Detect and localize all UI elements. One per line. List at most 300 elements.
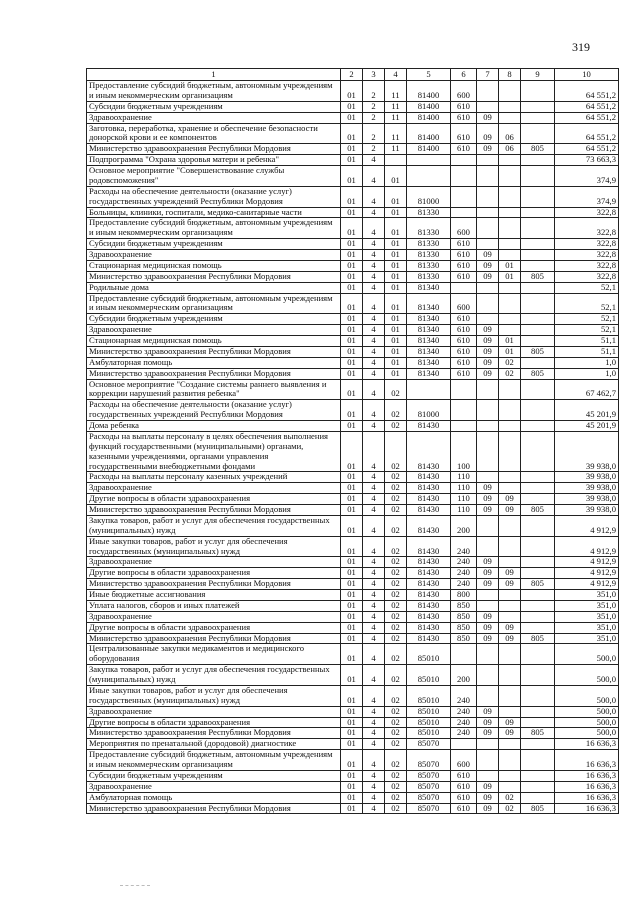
code-a-cell: 01 [341,271,363,282]
amount-cell: 1,0 [555,368,619,379]
ministry-code-cell [521,379,555,400]
code-b-cell: 4 [363,568,385,579]
code-a-cell: 01 [341,400,363,421]
code-a-cell: 01 [341,260,363,271]
ministry-code-cell [521,336,555,347]
column-header: 7 [477,69,499,81]
subsection-cell: 09 [499,568,521,579]
expense-type-cell: 240 [451,685,477,706]
section-cell [477,293,499,314]
amount-cell: 16 636,3 [555,770,619,781]
code-c-cell: 01 [385,166,407,187]
code-a-cell: 01 [341,81,363,102]
code-a-cell: 01 [341,633,363,644]
table-row [87,421,619,432]
ministry-code-cell [521,431,555,472]
section-cell [477,750,499,771]
subsection-cell [499,706,521,717]
expense-type-cell: 610 [451,781,477,792]
code-a-cell: 01 [341,218,363,239]
table-row [87,600,619,611]
ministry-code-cell [521,166,555,187]
code-c-cell: 01 [385,293,407,314]
expense-type-cell: 110 [451,505,477,516]
table-row [87,123,619,144]
table-row [87,590,619,601]
subsection-cell: 06 [499,144,521,155]
row-name-cell: Другие вопросы в области здравоохранения [87,568,341,579]
table-row [87,207,619,218]
row-name-cell: Основное мероприятие "Совершенствование службы родовспоможения" [87,166,341,187]
amount-cell: 322,8 [555,218,619,239]
expense-type-cell: 610 [451,123,477,144]
table-row [87,101,619,112]
ministry-code-cell [521,123,555,144]
code-c-cell: 02 [385,400,407,421]
code-c-cell [385,155,407,166]
target-article-cell: 81400 [407,81,451,102]
table-row [87,368,619,379]
amount-cell: 64 551,2 [555,144,619,155]
section-cell [477,472,499,483]
table-row [87,505,619,516]
row-name-cell: Больницы, клиники, госпитали, медико-санитарные части [87,207,341,218]
code-a-cell: 01 [341,717,363,728]
expense-type-cell: 600 [451,293,477,314]
code-b-cell: 4 [363,770,385,781]
expense-type-cell: 610 [451,101,477,112]
target-article-cell: 85070 [407,739,451,750]
row-name-cell: Уплата налогов, сборов и иных платежей [87,600,341,611]
amount-cell: 322,8 [555,207,619,218]
table-row [87,685,619,706]
subsection-cell: 09 [499,633,521,644]
row-name-cell: Расходы на обеспечение деятельности (оказание услуг) государственных учреждений Республики Мордовия [87,186,341,207]
code-c-cell: 02 [385,633,407,644]
table-row [87,665,619,686]
table-row [87,611,619,622]
table-row [87,706,619,717]
table-row [87,622,619,633]
code-b-cell: 4 [363,271,385,282]
code-a-cell: 01 [341,494,363,505]
subsection-cell [499,400,521,421]
ministry-code-cell [521,770,555,781]
subsection-cell: 09 [499,494,521,505]
ministry-code-cell [521,325,555,336]
expense-type-cell: 610 [451,346,477,357]
table-row [87,314,619,325]
subsection-cell [499,218,521,239]
code-c-cell: 11 [385,81,407,102]
table-row [87,325,619,336]
table-row [87,472,619,483]
ministry-code-cell: 805 [521,728,555,739]
target-article-cell: 85010 [407,644,451,665]
section-cell [477,155,499,166]
target-article-cell: 81340 [407,314,451,325]
row-name-cell: Субсидии бюджетным учреждениям [87,314,341,325]
code-c-cell: 02 [385,611,407,622]
target-article-cell: 81430 [407,579,451,590]
code-c-cell: 01 [385,314,407,325]
expense-type-cell: 240 [451,579,477,590]
section-cell: 09 [477,483,499,494]
target-article-cell: 85070 [407,781,451,792]
target-article-cell: 85010 [407,665,451,686]
amount-cell: 351,0 [555,590,619,601]
row-name-cell: Расходы на обеспечение деятельности (оказание услуг) государственных учреждений Республики Мордовия [87,400,341,421]
row-name-cell: Другие вопросы в области здравоохранения [87,622,341,633]
target-article-cell: 81000 [407,400,451,421]
expense-type-cell: 110 [451,472,477,483]
code-a-cell: 01 [341,155,363,166]
code-b-cell: 4 [363,665,385,686]
subsection-cell [499,483,521,494]
subsection-cell [499,282,521,293]
code-a-cell: 01 [341,112,363,123]
code-a-cell: 01 [341,336,363,347]
section-cell: 09 [477,325,499,336]
table-row [87,803,619,814]
code-b-cell: 4 [363,536,385,557]
section-cell: 09 [477,728,499,739]
section-cell: 09 [477,336,499,347]
row-name-cell: Стационарная медицинская помощь [87,260,341,271]
code-c-cell: 02 [385,803,407,814]
code-a-cell: 01 [341,739,363,750]
code-a-cell: 01 [341,314,363,325]
table-row [87,739,619,750]
target-article-cell: 81400 [407,101,451,112]
ministry-code-cell [521,622,555,633]
subsection-cell [499,750,521,771]
expense-type-cell: 610 [451,770,477,781]
amount-cell: 45 201,9 [555,421,619,432]
row-name-cell: Заготовка, переработка, хранение и обеспечение безопасности донорской крови и ее компонентов [87,123,341,144]
amount-cell: 374,9 [555,166,619,187]
amount-cell: 351,0 [555,611,619,622]
code-b-cell: 2 [363,112,385,123]
expense-type-cell: 610 [451,260,477,271]
target-article-cell: 81400 [407,123,451,144]
ministry-code-cell [521,260,555,271]
row-name-cell: Иные закупки товаров, работ и услуг для обеспечения государственных (муниципальных) нужд [87,685,341,706]
code-c-cell: 02 [385,717,407,728]
subsection-cell: 09 [499,717,521,728]
row-name-cell: Централизованные закупки медикаментов и медицинского оборудования [87,644,341,665]
code-a-cell: 01 [341,781,363,792]
expense-type-cell [451,207,477,218]
row-name-cell: Подпрограмма "Охрана здоровья матери и ребенка" [87,155,341,166]
section-cell: 09 [477,123,499,144]
section-cell [477,282,499,293]
expense-type-cell: 850 [451,633,477,644]
code-a-cell: 01 [341,536,363,557]
code-c-cell: 02 [385,579,407,590]
subsection-cell [499,379,521,400]
code-c-cell: 02 [385,379,407,400]
section-cell [477,770,499,781]
code-b-cell: 4 [363,282,385,293]
expense-type-cell: 610 [451,314,477,325]
section-cell [477,665,499,686]
subsection-cell [499,739,521,750]
code-b-cell: 4 [363,515,385,536]
row-name-cell: Министерство здравоохранения Республики Мордовия [87,633,341,644]
column-header: 4 [385,69,407,81]
table-row [87,271,619,282]
subsection-cell [499,112,521,123]
code-a-cell: 01 [341,379,363,400]
scan-artifact [120,885,150,887]
section-cell: 09 [477,792,499,803]
code-a-cell: 01 [341,557,363,568]
section-cell: 09 [477,633,499,644]
subsection-cell [499,101,521,112]
code-a-cell: 01 [341,505,363,516]
table-row [87,144,619,155]
section-cell: 09 [477,717,499,728]
expense-type-cell: 240 [451,728,477,739]
row-name-cell: Здравоохранение [87,611,341,622]
ministry-code-cell [521,717,555,728]
target-article-cell: 81400 [407,112,451,123]
amount-cell: 39 938,0 [555,494,619,505]
code-b-cell: 4 [363,600,385,611]
ministry-code-cell: 805 [521,579,555,590]
ministry-code-cell [521,293,555,314]
target-article-cell: 81430 [407,472,451,483]
code-a-cell: 01 [341,239,363,250]
code-c-cell: 02 [385,515,407,536]
expense-type-cell [451,282,477,293]
ministry-code-cell [521,781,555,792]
code-b-cell: 2 [363,101,385,112]
amount-cell: 52,1 [555,282,619,293]
ministry-code-cell [521,101,555,112]
code-c-cell: 01 [385,218,407,239]
code-b-cell: 4 [363,472,385,483]
code-a-cell: 01 [341,685,363,706]
subsection-cell [499,325,521,336]
subsection-cell [499,250,521,261]
ministry-code-cell [521,557,555,568]
ministry-code-cell [521,706,555,717]
code-b-cell: 4 [363,293,385,314]
code-b-cell: 4 [363,336,385,347]
section-cell: 09 [477,803,499,814]
section-cell [477,239,499,250]
amount-cell: 52,1 [555,293,619,314]
target-article-cell: 81330 [407,218,451,239]
code-b-cell: 4 [363,314,385,325]
ministry-code-cell [521,494,555,505]
subsection-cell [499,314,521,325]
ministry-code-cell [521,665,555,686]
column-header: 9 [521,69,555,81]
table-row [87,293,619,314]
section-cell [477,314,499,325]
code-b-cell: 4 [363,357,385,368]
code-b-cell: 4 [363,346,385,357]
code-c-cell: 01 [385,239,407,250]
section-cell [477,81,499,102]
table-row [87,728,619,739]
section-cell: 09 [477,622,499,633]
ministry-code-cell [521,239,555,250]
amount-cell: 4 912,9 [555,579,619,590]
subsection-cell: 06 [499,123,521,144]
code-b-cell: 4 [363,633,385,644]
section-cell [477,379,499,400]
target-article-cell: 85010 [407,717,451,728]
ministry-code-cell: 805 [521,505,555,516]
row-name-cell: Министерство здравоохранения Республики Мордовия [87,144,341,155]
expense-type-cell: 610 [451,239,477,250]
section-cell [477,515,499,536]
code-b-cell: 4 [363,207,385,218]
expense-type-cell [451,421,477,432]
amount-cell: 500,0 [555,644,619,665]
budget-table [86,68,619,814]
code-a-cell: 01 [341,750,363,771]
subsection-cell [499,536,521,557]
amount-cell: 4 912,9 [555,515,619,536]
code-b-cell: 4 [363,717,385,728]
ministry-code-cell: 805 [521,803,555,814]
ministry-code-cell [521,750,555,771]
code-b-cell: 2 [363,144,385,155]
ministry-code-cell [521,186,555,207]
code-c-cell: 02 [385,622,407,633]
code-b-cell: 4 [363,750,385,771]
subsection-cell [499,472,521,483]
subsection-cell [499,611,521,622]
expense-type-cell: 610 [451,792,477,803]
target-article-cell: 85010 [407,728,451,739]
subsection-cell: 01 [499,346,521,357]
row-name-cell: Министерство здравоохранения Республики Мордовия [87,368,341,379]
row-name-cell: Амбулаторная помощь [87,792,341,803]
subsection-cell: 09 [499,622,521,633]
target-article-cell: 81330 [407,271,451,282]
row-name-cell: Амбулаторная помощь [87,357,341,368]
ministry-code-cell [521,568,555,579]
code-b-cell: 4 [363,431,385,472]
table-row [87,568,619,579]
amount-cell: 52,1 [555,325,619,336]
code-c-cell: 11 [385,123,407,144]
code-b-cell: 4 [363,781,385,792]
amount-cell: 52,1 [555,314,619,325]
table-row [87,483,619,494]
amount-cell: 39 938,0 [555,505,619,516]
amount-cell: 374,9 [555,186,619,207]
expense-type-cell: 610 [451,368,477,379]
section-cell: 09 [477,579,499,590]
ministry-code-cell: 805 [521,144,555,155]
amount-cell: 1,0 [555,357,619,368]
row-name-cell: Субсидии бюджетным учреждениям [87,101,341,112]
ministry-code-cell [521,207,555,218]
amount-cell: 16 636,3 [555,792,619,803]
amount-cell: 500,0 [555,706,619,717]
subsection-cell [499,207,521,218]
code-b-cell: 4 [363,792,385,803]
subsection-cell [499,590,521,601]
expense-type-cell: 200 [451,665,477,686]
column-header: 2 [341,69,363,81]
amount-cell: 64 551,2 [555,81,619,102]
code-a-cell: 01 [341,357,363,368]
table-row [87,781,619,792]
ministry-code-cell [521,483,555,494]
code-c-cell: 01 [385,368,407,379]
code-a-cell: 01 [341,282,363,293]
section-cell: 09 [477,112,499,123]
code-c-cell: 02 [385,431,407,472]
section-cell: 09 [477,368,499,379]
section-cell [477,600,499,611]
code-a-cell: 01 [341,101,363,112]
row-name-cell: Другие вопросы в области здравоохранения [87,717,341,728]
amount-cell: 322,8 [555,271,619,282]
table-row [87,282,619,293]
target-article-cell: 85010 [407,706,451,717]
ministry-code-cell [521,644,555,665]
subsection-cell [499,293,521,314]
target-article-cell: 81430 [407,515,451,536]
code-b-cell: 4 [363,400,385,421]
row-name-cell: Основное мероприятие "Создание системы раннего выявления и коррекции нарушений развития ребенка" [87,379,341,400]
target-article-cell: 81340 [407,282,451,293]
section-cell: 09 [477,781,499,792]
table-row [87,717,619,728]
code-a-cell: 01 [341,803,363,814]
code-a-cell: 01 [341,792,363,803]
ministry-code-cell: 805 [521,346,555,357]
table-row [87,155,619,166]
ministry-code-cell [521,472,555,483]
subsection-cell: 01 [499,260,521,271]
target-article-cell [407,379,451,400]
code-a-cell: 01 [341,472,363,483]
code-b-cell: 2 [363,81,385,102]
ministry-code-cell [521,81,555,102]
expense-type-cell: 240 [451,717,477,728]
amount-cell: 4 912,9 [555,557,619,568]
code-b-cell: 4 [363,166,385,187]
row-name-cell: Здравоохранение [87,557,341,568]
code-b-cell: 4 [363,685,385,706]
section-cell: 09 [477,271,499,282]
target-article-cell: 81400 [407,144,451,155]
column-header: 1 [87,69,341,81]
table-row [87,346,619,357]
section-cell: 09 [477,144,499,155]
subsection-cell [499,600,521,611]
subsection-cell [499,665,521,686]
row-name-cell: Здравоохранение [87,112,341,123]
column-header: 3 [363,69,385,81]
code-c-cell: 01 [385,336,407,347]
table-row [87,750,619,771]
code-a-cell: 01 [341,706,363,717]
target-article-cell: 85070 [407,750,451,771]
code-b-cell: 4 [363,250,385,261]
table-row [87,357,619,368]
